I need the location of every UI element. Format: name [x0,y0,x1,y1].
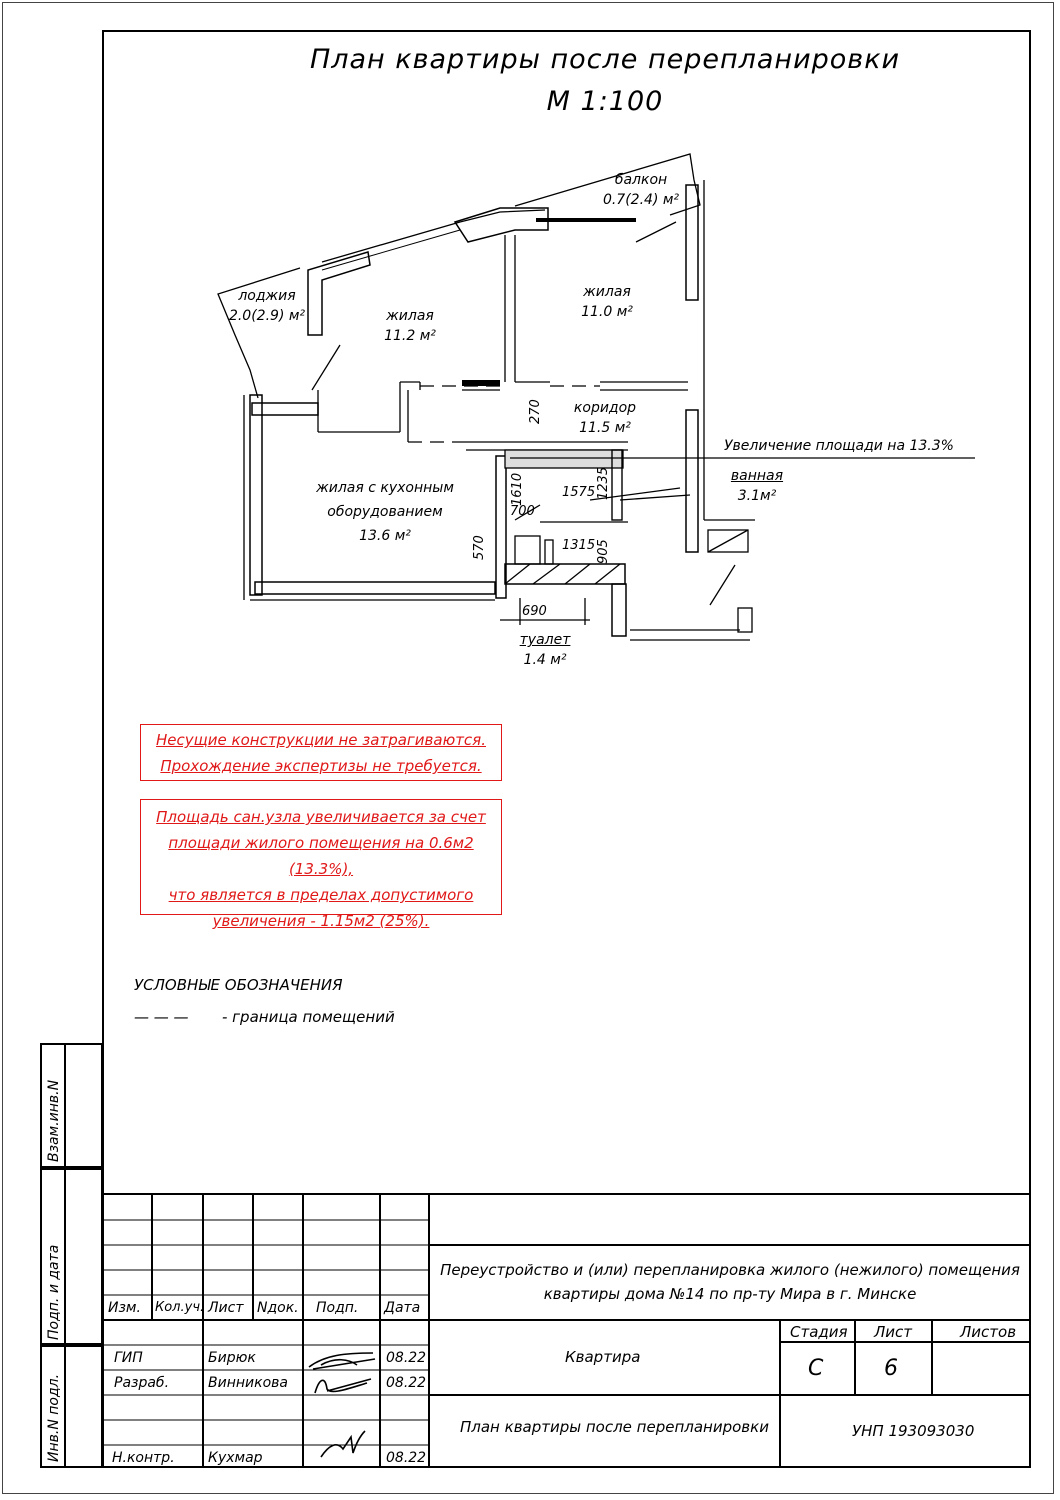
side-podp-label: Подп. и дата [46,1244,62,1340]
room-area: 3.1м² [737,488,777,504]
room-name: туалет [519,632,571,648]
note-line: увеличения - 1.15м2 (25%). [212,912,430,930]
tb-sheet-value: 6 [884,1356,898,1381]
tb-org: УНП 193093030 [852,1422,975,1440]
tb-sheet-title: План квартиры после перепланировки [460,1418,769,1436]
tb-object: Квартира [565,1348,641,1366]
room-area: 11.5 м² [579,420,631,436]
room-area: 2.0(2.9) м² [228,308,306,324]
tb-project-line2: квартиры дома №14 по пр-ту Мира в г. Минске [543,1285,917,1303]
legend-item: - граница помещений [222,1008,395,1026]
tb-header-list: Лист [208,1300,244,1316]
tb-row-role: Разраб. [114,1375,170,1391]
room-name: балкон [614,172,668,188]
tb-row-role: Н.контр. [112,1450,175,1466]
room-name-line2: оборудованием [327,504,443,520]
signature-marks [305,1345,380,1465]
tb-stage-value: С [808,1356,824,1381]
note-line: площади жилого помещения на 0.6м2 (13.3%), [168,834,474,878]
tb-stage-header: Стадия [790,1323,848,1341]
room-name: жилая [386,308,434,324]
note-line: Несущие конструкции не затрагиваются. [156,731,486,749]
tb-header-koluch: Кол.уч. [155,1300,205,1315]
room-name-line1: жилая с кухонным [316,480,454,496]
drawing-title: План квартиры после перепланировки [309,44,901,75]
dim-570: 570 [472,535,487,560]
tb-row-name: Бирюк [208,1350,256,1366]
tb-row-date: 08.22 [386,1450,427,1466]
tb-project-line1: Переустройство и (или) перепланировка жилого (нежилого) помещения [440,1261,1020,1279]
dim-1575: 1575 [562,485,596,500]
dim-700: 700 [510,504,535,519]
tb-project [429,1258,1031,1306]
dim-1315: 1315 [562,538,596,553]
dim-1610: 1610 [510,472,525,506]
drawing-scale: М 1:100 [546,86,664,117]
room-name: коридор [573,400,637,416]
dim-1235: 1235 [596,466,611,500]
tb-sheet-header: Лист [874,1323,913,1341]
room-name: лоджия [238,288,296,304]
dim-905: 905 [596,539,611,564]
tb-row-name: Винникова [208,1375,288,1391]
tb-header-izm: Изм. [108,1300,141,1316]
room-area: 11.0 м² [581,304,633,320]
tb-row-role: ГИП [114,1350,143,1366]
room-area: 1.4 м² [523,652,567,668]
room-name: жилая [583,284,631,300]
legend-heading: УСЛОВНЫЕ ОБОЗНАЧЕНИЯ [134,976,343,994]
room-area: 13.6 м² [359,528,411,544]
note-line: что является в пределах допустимого [168,886,474,904]
tb-row-name: Кухмар [208,1450,263,1466]
tb-row-date: 08.22 [386,1375,427,1391]
room-name: ванная [730,468,784,484]
tb-header-podp: Подп. [316,1300,359,1316]
note-line: Площадь сан.узла увеличивается за счет [156,808,486,826]
dim-270: 270 [528,399,543,424]
tb-sheets-header: Листов [960,1323,1017,1341]
room-area: 11.2 м² [384,328,436,344]
legend-dash-symbol: — — — [134,1008,189,1026]
side-inv-label: Инв.N подл. [46,1373,62,1462]
note-line: Прохождение экспертизы не требуется. [160,757,482,775]
side-vzam-label: Взам.инв.N [46,1079,62,1162]
area-increase-note: Увеличение площади на 13.3% [724,438,954,454]
tb-row-date: 08.22 [386,1350,427,1366]
tb-header-data: Дата [384,1300,421,1316]
room-area: 0.7(2.4) м² [602,192,680,208]
tb-header-ndok: Nдок. [257,1300,299,1316]
dim-690: 690 [522,604,547,619]
